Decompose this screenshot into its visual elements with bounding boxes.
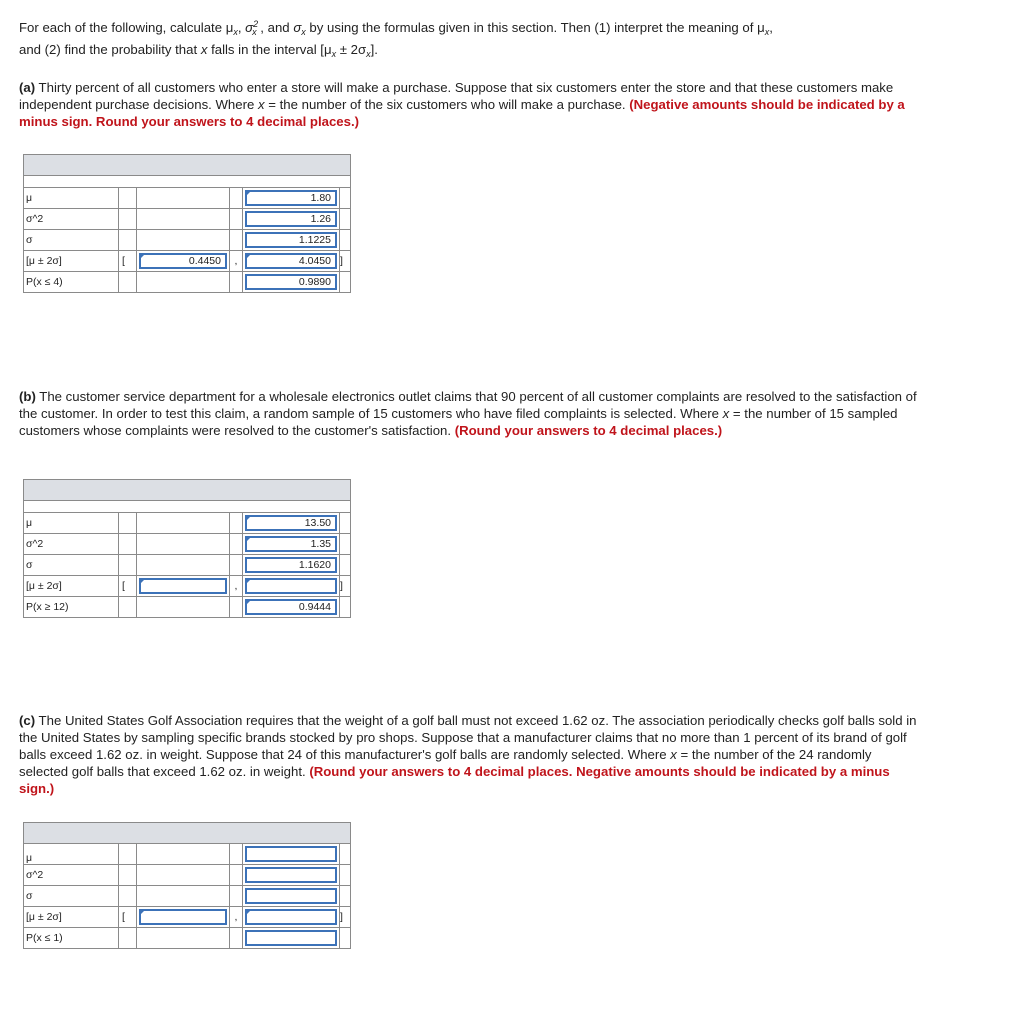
- probability-label: P(x ≤ 4): [24, 272, 119, 293]
- row-interval: [μ ± 2σ] [ , ]: [24, 907, 351, 928]
- row-mu: [24, 188, 351, 209]
- interval-low-input[interactable]: [139, 909, 227, 925]
- probability-input[interactable]: 0.9444: [245, 599, 337, 615]
- row-probability: [24, 928, 351, 949]
- row-sigma: [24, 886, 351, 907]
- probability-input[interactable]: [245, 930, 337, 946]
- mu-label: μ: [24, 513, 119, 534]
- row-sigma: [24, 555, 351, 576]
- table-header: [24, 823, 351, 844]
- probability-label: P(x ≤ 1): [24, 928, 119, 949]
- flag-icon: [246, 191, 251, 196]
- row-mu: [24, 513, 351, 534]
- mu-label: μ: [24, 844, 119, 865]
- variance-input[interactable]: 1.35: [245, 536, 337, 552]
- part-a-answer-table: [23, 154, 351, 293]
- variance-input[interactable]: 1.26: [245, 211, 337, 227]
- row-probability: [24, 597, 351, 618]
- row-probability: [24, 272, 351, 293]
- row-variance: [24, 209, 351, 230]
- flag-icon: [246, 254, 251, 259]
- interval-low-input[interactable]: 0.4450: [139, 253, 227, 269]
- sigma-input[interactable]: [245, 888, 337, 904]
- row-interval: [μ ± 2σ] [ , ]: [24, 576, 351, 597]
- interval-high-input[interactable]: [245, 909, 337, 925]
- part-c-question: (c) The United States Golf Association requires that the weight of a golf ball must not exceed 1.62 oz. The association periodically checks golf balls sold in the United States by sampling specific brands stocked by pro shops. Suppose that a manufacturer claims that no more than 1 percent of its brand of golf balls exceed 1.62 oz. in weight. Suppose that 24 of this manufacturer's golf balls are randomly selected. Where x = the number of the 24 randomly selected golf balls that exceed 1.62 oz. in weight. (Round your answers to 4 decimal places. Negative amounts should be indicated by a minus sign.): [19, 713, 917, 796]
- variance-label: σ^2: [24, 534, 119, 555]
- interval-high-input[interactable]: [245, 578, 337, 594]
- row-variance: [24, 534, 351, 555]
- mu-input[interactable]: 13.50: [245, 515, 337, 531]
- mu-input[interactable]: [245, 846, 337, 862]
- variance-input[interactable]: [245, 867, 337, 883]
- flag-icon: [246, 516, 251, 521]
- sigma-label: σ: [24, 230, 119, 251]
- interval-low-input[interactable]: [139, 578, 227, 594]
- flag-icon: [140, 254, 145, 259]
- interval-high-input[interactable]: 4.0450: [245, 253, 337, 269]
- part-b-question: (b) The customer service department for a wholesale electronics outlet claims that 90 percent of all customer complaints are resolved to the satisfaction of the customer. In order to test this claim, a random sample of 15 customers who have filed complaints is selected. Where x = the number of 15 sampled customers whose complaints were resolved to the customer's satisfaction. (Round your answers to 4 decimal places.): [19, 389, 917, 438]
- variance-label: σ^2: [24, 865, 119, 886]
- flag-icon: [140, 579, 145, 584]
- interval-label: [μ ± 2σ]: [24, 907, 119, 928]
- sigma-label: σ: [24, 886, 119, 907]
- row-variance: [24, 865, 351, 886]
- mu-label: μ: [24, 188, 119, 209]
- flag-icon: [246, 579, 251, 584]
- table-header: [24, 155, 351, 176]
- probability-label: P(x ≥ 12): [24, 597, 119, 618]
- mu-input[interactable]: 1.80: [245, 190, 337, 206]
- flag-icon: [246, 537, 251, 542]
- part-c-answer-table: [23, 822, 351, 949]
- intro-text: For each of the following, calculate $\mu_x$, $\sigma^2_x$ , and $\sigma_x$ by using the formulas given in this section. Then (1) interpret the meaning of $\mu_x$, and (2) find the probability that x falls in the interval $[\mu_x \pm 2\sigma_x]$.: [19, 19, 773, 59]
- interval-label: [μ ± 2σ]: [24, 251, 119, 272]
- probability-input[interactable]: 0.9890: [245, 274, 337, 290]
- flag-icon: [140, 910, 145, 915]
- row-interval: [μ ± 2σ] [ 0.4450 , 4.0450 ]: [24, 251, 351, 272]
- sigma-label: σ: [24, 555, 119, 576]
- flag-icon: [246, 600, 251, 605]
- part-a-question: (a) Thirty percent of all customers who enter a store will make a purchase. Suppose that six customers enter the store and that these customers make independent purchase decisions. Where x = the number of the six customers who will make a purchase. (Negative amounts should be indicated by a minus sign. Round your answers to 4 decimal places.): [19, 80, 905, 129]
- variance-label: σ^2: [24, 209, 119, 230]
- interval-label: [μ ± 2σ]: [24, 576, 119, 597]
- sigma-input[interactable]: 1.1620: [245, 557, 337, 573]
- flag-icon: [246, 910, 251, 915]
- part-b-answer-table: [23, 479, 351, 618]
- row-mu: [24, 844, 351, 865]
- row-sigma: [24, 230, 351, 251]
- sigma-input[interactable]: 1.1225: [245, 232, 337, 248]
- table-header: [24, 480, 351, 501]
